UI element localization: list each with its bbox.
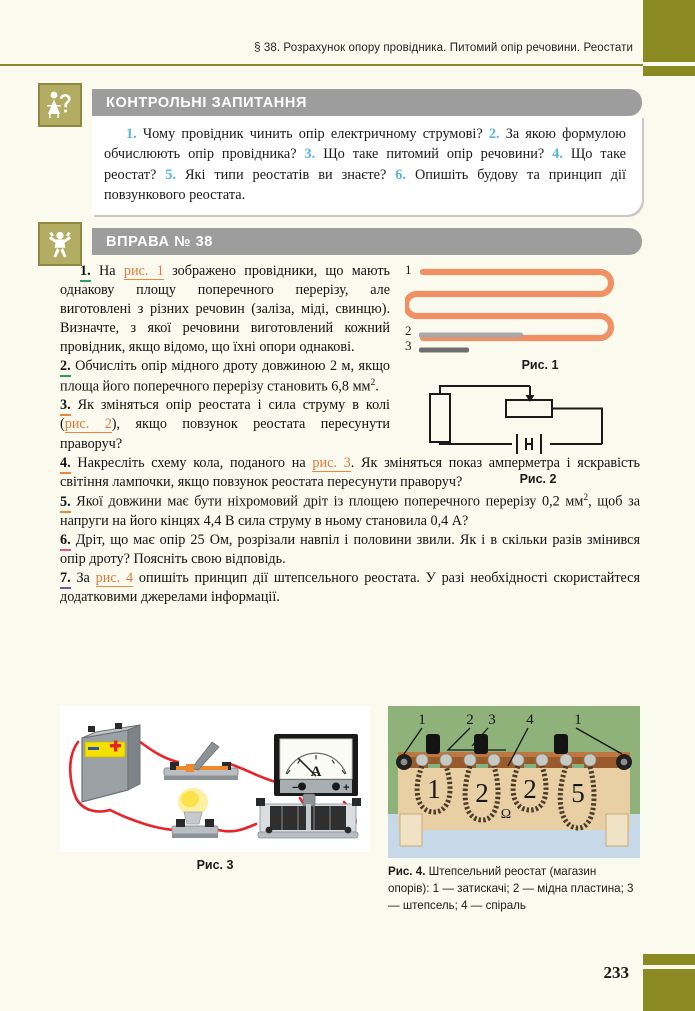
figure-3-graphic [60,706,370,852]
header-rule [0,64,643,66]
question-number: 3. [304,146,324,163]
exercise-header-bar [92,228,642,255]
figure-4-coil-value-3: 2 [523,774,537,804]
question-text: Опишіть будову та принцип дії повзункового реостата. [104,166,627,203]
figure-4-caption [388,864,640,915]
exercise-item: 1. На рис. 1 зображено провідники, що мають однакову площу поперечного перерізу, але виготовлені з різних речовин (заліза, міді, свинцю). Визначте, з якої речовини виготовлений кожний провідник, якщо відомо, що їхні опори однакові. [60,263,391,356]
figure-4-callout-4: 4 [526,712,534,728]
exercise-item-number: 5. [60,494,71,513]
figure-2-caption: Рис. 2 [519,472,557,486]
control-questions-panel [92,116,642,215]
figure-reference-link[interactable]: рис. 3 [312,454,351,471]
exercise-item-number: 2. [60,358,71,377]
figure-4-caption-text: Штепсельний реостат (магазин опорів): 1 — затискачі; 2 — мідна пластина; 3 — штепсель; 4 — спіраль [388,865,634,912]
exercise-item: 5. Якої довжини має бути ніхромовий дріт із площею поперечного перерізу 0,2 $мм^2$, щоб за напруги на його кінцях 4,4 В сила струму в ньому становила 0,4 А? [60,492,640,529]
question-number: 6. [395,166,415,183]
exercise-item: 2. Обчисліть опір мідного дроту довжиною 2 м, якщо площа його поперечного перерізу становить 6,8 $мм^2$. [60,358,390,395]
ammeter-symbol: A [310,764,322,780]
exercise-item-number: 1. [80,263,91,282]
figure-1-label-3: 3 [405,338,412,353]
question-text: Чому провідник чинить опір електричному струмові? [142,126,489,142]
figure-reference-link[interactable]: рис. 2 [64,416,112,433]
exercise-item: 6. Дріт, що має опір 25 Ом, розрізали навпіл і половини звили. Як і в скільки разів змінився опір дроту? Поясніть свою відповідь. [60,531,640,567]
control-questions-title: КОНТРОЛЬНІ ЗАПИТАННЯ [106,94,307,111]
edge-decoration-top-secondary [643,66,695,76]
question-number: 2. [488,126,506,142]
exercise-item: 3. Як зміняться опір реостата і сила струму в колі (рис. 2), якщо повзунок реостата пересунути праворуч? [60,397,391,452]
superscript: 2 [370,377,376,388]
figure-2-graphic [420,378,642,470]
figure-4-coil-value-1: 1 [427,774,441,804]
figure-4-graphic [388,706,640,858]
figure-1-label-1: 1 [405,262,412,277]
question-text: Що таке питомий опір речовини? [323,146,553,163]
figure-reference-link[interactable]: рис. 1 [123,263,164,279]
figure-1 [405,262,645,372]
figure-4-callout-1: 1 [418,712,426,728]
figure-4-callout-5: 1 [574,712,582,728]
figure-4-coil-value-4: 5 [571,778,585,808]
running-head: § 38. Розрахунок опору провідника. Питомий опір речовини. Реостати [254,42,633,54]
superscript: 2 [583,492,589,503]
question-text: Які типи реостатів ви знаєте? [184,166,396,183]
exercise-item-number: 6. [60,532,71,551]
figure-1-caption: Рис. 1 [521,358,559,372]
figure-1-graphic [405,262,645,360]
figure-4 [388,706,640,915]
question-text: Що таке реостат? [104,146,627,183]
question-text: За якою формулою обчислюють опір провідника? [104,126,626,163]
figure-reference-link[interactable]: рис. 4 [95,569,134,586]
page-number: 233 [603,963,629,982]
edge-decoration-bottom [643,969,695,1011]
edge-decoration-bottom-secondary [643,954,695,965]
figure-2 [420,378,650,486]
ammeter-plus-terminal: + [343,782,350,794]
exercise-title: ВПРАВА № 38 [106,233,213,250]
question-number: 4. [552,146,571,163]
exercise-item: 4. Накресліть схему кола, поданого на рис. 3. Як зміняться показ амперметра і яскравість світіння лампочки, якщо повзунок реостата пересунути праворуч? [60,454,641,490]
exercise-item-number: 4. [60,455,71,474]
figure-4-callout-2: 2 [466,712,474,728]
figure-4-callout-3: 3 [488,712,496,728]
question-number: 5. [165,166,185,183]
ammeter-minus-terminal: − [292,782,299,794]
exercise-item-number: 3. [60,397,71,416]
figure-1-label-2: 2 [405,323,412,338]
figure-4-unit-symbol: Ω [500,807,512,822]
figure-3-caption: Рис. 3 [196,858,234,872]
figure-4-caption-title: Рис. 4. [388,865,426,878]
figure-3 [60,706,370,872]
exercise-item: 7. За рис. 4 опишіть принцип дії штепсельного реостата. У разі необхідності скористайтеся додатковими джерелами інформації. [60,569,641,606]
exercise-item-number: 7. [60,570,71,589]
exercising-person-icon [38,222,82,266]
figure-4-coil-value-2: 2 [475,778,489,808]
control-questions-text [104,124,626,205]
person-question-icon [38,83,82,127]
question-number: 1. [126,126,143,142]
control-questions-header-bar [92,89,642,116]
